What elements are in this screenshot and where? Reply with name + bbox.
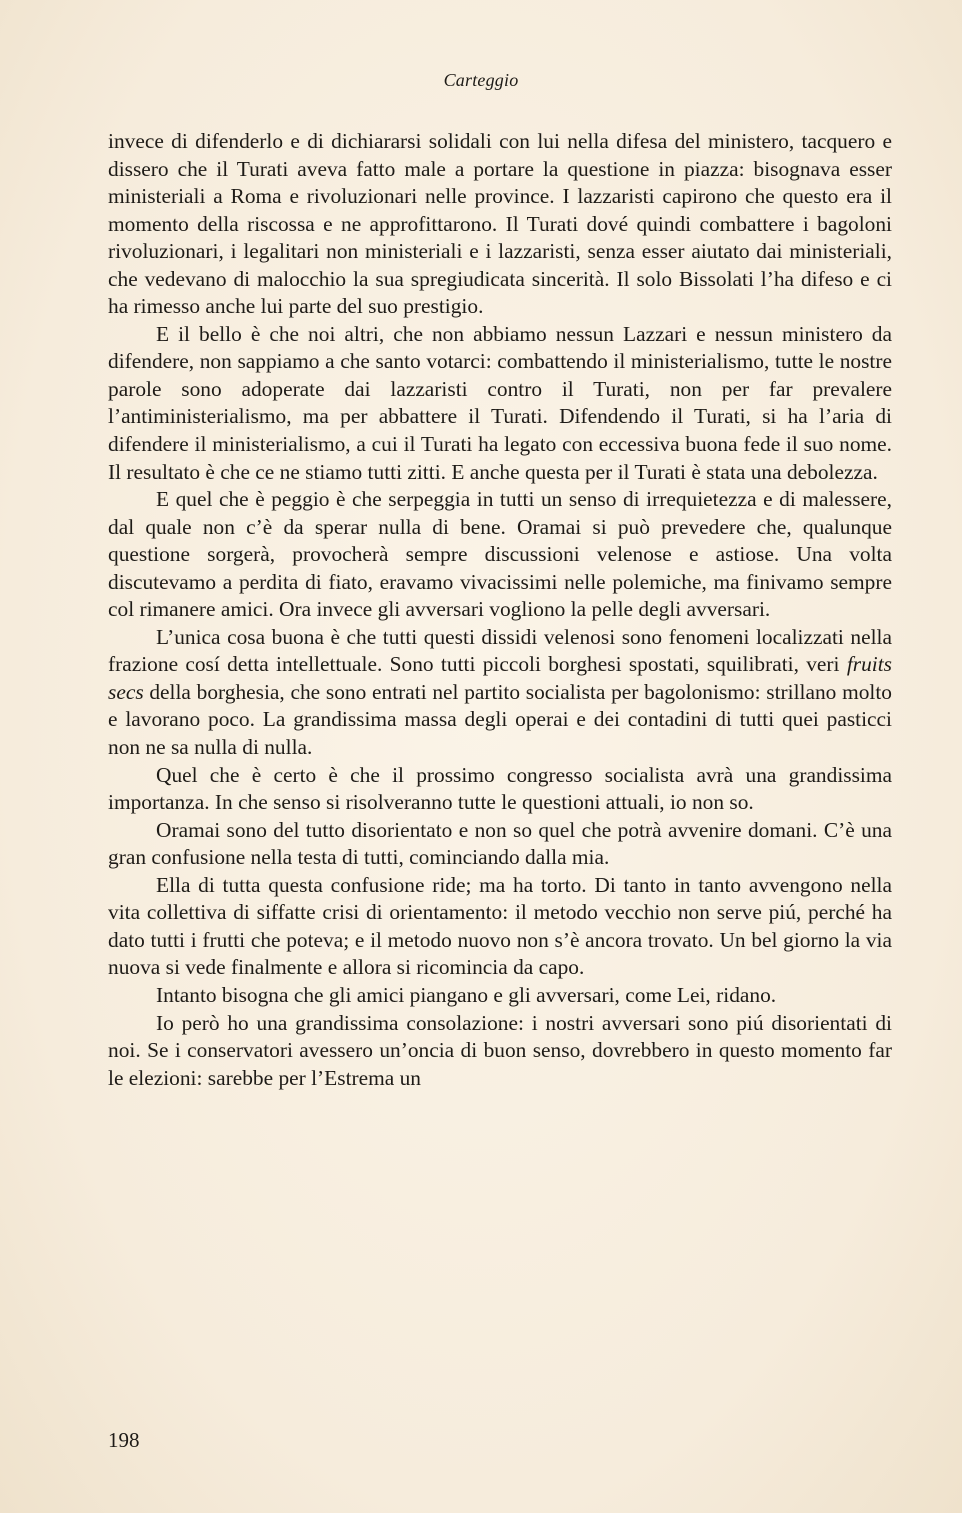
paragraph-6: Oramai sono del tutto disorientato e non so quel che potrà avvenire domani. C’è una gran confusione nella testa di tutti, cominciando dalla mia. xyxy=(108,817,892,870)
paragraph-4-italic-phrase: fruits secs xyxy=(108,652,892,704)
paragraph-4 xyxy=(108,624,892,762)
paragraph-4-text-before: L’unica cosa buona è che tutti questi dissidi velenosi sono fenomeni localizzati nella frazione cosí detta intellettuale. Sono tutti piccoli borghesi spostati, squilibrati, veri xyxy=(108,624,892,677)
running-head: Carteggio xyxy=(443,70,519,90)
paragraph-4-text-after: della borghesia, che sono entrati nel partito socialista per bagolonismo: strillano molto e lavorano poco. La grandissima massa degli operai e dei contadini di tutti quei pasticci non ne sa nulla di nulla. xyxy=(108,679,892,760)
page-number: 198 xyxy=(108,1428,140,1452)
paragraph-1: invece di difenderlo e di dichiararsi solidali con lui nella difesa del ministero, tacquero e dissero che il Turati aveva fatto male a portare la questione in piazza: bisognava esser ministeriali a Roma e rivoluzionari nelle province. I lazzaristi capirono che questo era il momento della riscossa e ne approfittarono. Il Turati dové quindi combattere i bagoloni rivoluzionari, i legalitari non ministeriali e i lazzaristi, senza esser aiutato dai ministeriali, che vedevano di malocchio la sua spregiudicata sincerità. Il solo Bissolati l’ha difeso e ci ha rimesso anche lui parte del suo prestigio. xyxy=(108,129,892,319)
paragraph-3: E quel che è peggio è che serpeggia in tutti un senso di irrequietezza e di malessere, dal quale non c’è da sperar nulla di bene. Oramai si può prevedere che, qualunque questione sorgerà, provocherà sempre discussioni velenose e astiose. Una volta discutevamo a perdita di fiato, eravamo vivacissimi nelle polemiche, ma finivamo sempre col rimanere amici. Ora invece gli avversari vogliono la pelle degli avversari. xyxy=(108,487,892,622)
paragraph-7: Ella di tutta questa confusione ride; ma ha torto. Di tanto in tanto avvengono nella vita collettiva di siffatte crisi di orientamento: il metodo vecchio non serve piú, perché ha dato tutti i frutti che poteva; e il metodo nuovo non s’è ancora trovato. Un bel giorno la via nuova si vede finalmente e allora si ricomincia da capo. xyxy=(108,872,892,980)
body-text xyxy=(108,128,892,1092)
paragraph-8: Intanto bisogna che gli amici piangano e gli avversari, come Lei, ridano. xyxy=(156,982,777,1007)
paragraph-5: Quel che è certo è che il prossimo congresso socialista avrà una grandissima importanza. In che senso si risolveranno tutte le questioni attuali, io non so. xyxy=(108,762,892,815)
paragraph-9: Io però ho una grandissima consolazione: i nostri avversari sono piú disorientati di noi. Se i conservatori avessero un’oncia di buon senso, dovrebbero in questo momento far le elezioni: sarebbe per l’Estrema un xyxy=(108,1010,892,1090)
paragraph-2: E il bello è che noi altri, che non abbiamo nessun Lazzari e nessun ministero da difendere, non sappiamo a che santo votarci: combattendo il ministerialismo, tutte le nostre parole sono adoperate dai lazzaristi contro il Turati, non per far prevalere l’antiministerialismo, ma per abbattere il Turati. Difendendo il Turati, si ha l’aria di difendere il ministerialismo, a cui il Turati ha legato con eccessiva buona fede il suo nome. Il resultato è che ce ne stiamo tutti zitti. E anche questa per il Turati è stata una debolezza. xyxy=(108,321,892,484)
